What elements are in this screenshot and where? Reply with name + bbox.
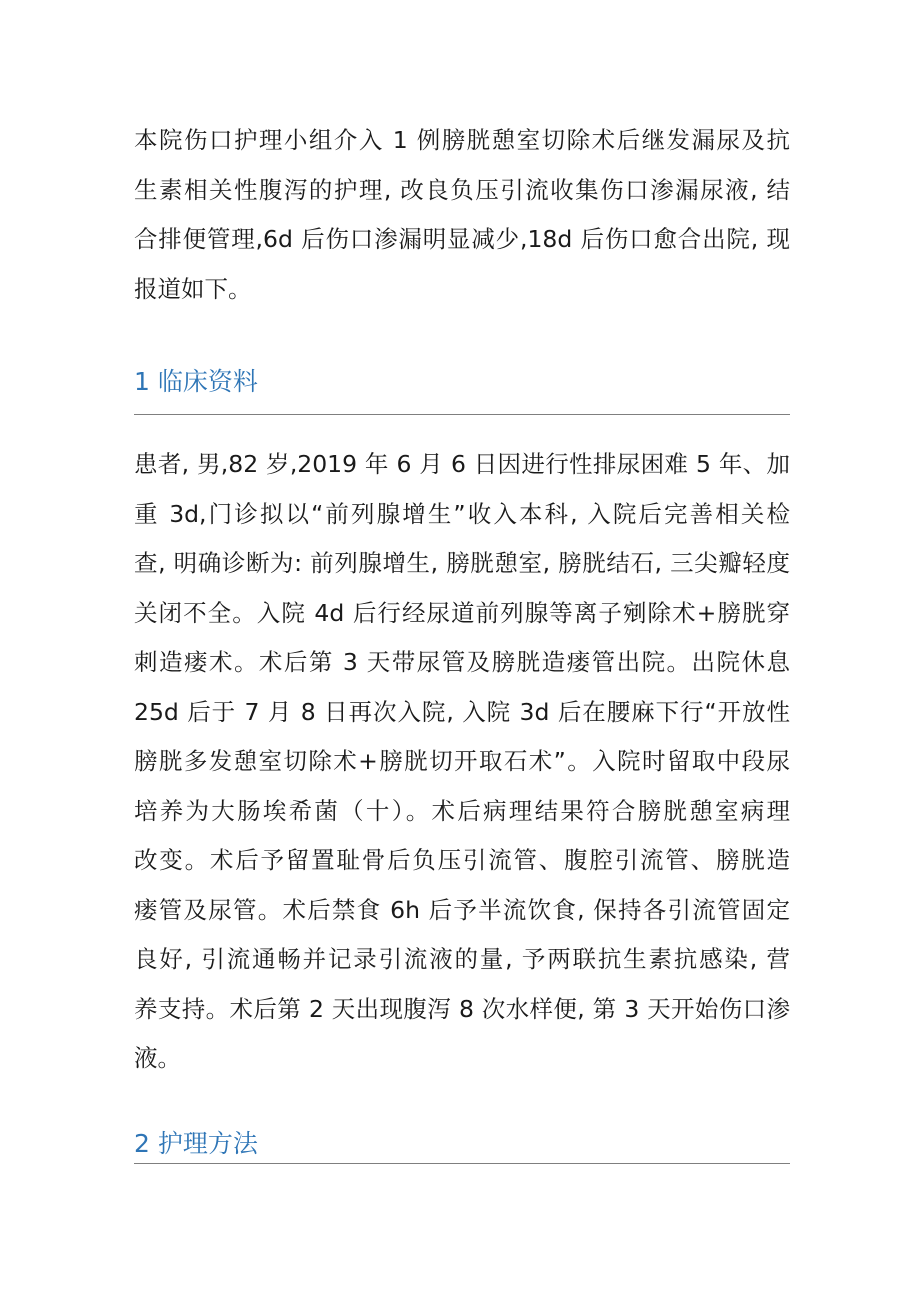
intro-line: 合排便管理,6d 后伤口渗漏明显减少,18d 后伤口愈合出院, 现 — [134, 225, 790, 253]
clinical-line: 查, 明确诊断为: 前列腺增生, 膀胱憩室, 膀胱结石, 三尖瓣轻度 — [134, 549, 790, 577]
intro-line: 本院伤口护理小组介入 1 例膀胱憩室切除术后继发漏尿及抗 — [134, 126, 790, 154]
clinical-line: 养支持。术后第 2 天出现腹泻 8 次水样便, 第 3 天开始伤口渗 — [134, 994, 790, 1023]
clinical-line: 良好, 引流通畅并记录引流液的量, 予两联抗生素抗感染, 营 — [134, 945, 790, 973]
section-divider — [134, 414, 790, 415]
section-heading-nursing-methods: 2 护理方法 — [134, 1129, 258, 1158]
clinical-line: 25d 后于 7 月 8 日再次入院, 入院 3d 后在腰麻下行“开放性 — [134, 697, 790, 726]
clinical-line: 瘘管及尿管。术后禁食 6h 后予半流饮食, 保持各引流管固定 — [134, 895, 790, 924]
clinical-line: 患者, 男,82 岁,2019 年 6 月 6 日因进行性排尿困难 5 年、加 — [134, 450, 790, 478]
intro-paragraph — [134, 116, 790, 314]
clinical-line: 膀胱多发憩室切除术+膀胱切开取石术”。入院时留取中段尿 — [134, 747, 790, 775]
clinical-line: 液。 — [134, 1044, 181, 1072]
clinical-line: 培养为大肠埃希菌（十）。术后病理结果符合膀胱憩室病理 — [134, 796, 790, 825]
intro-line: 生素相关性腹泻的护理, 改良负压引流收集伤口渗漏尿液, 结 — [134, 175, 790, 204]
clinical-line: 关闭不全。入院 4d 后行经尿道前列腺等离子剜除术+膀胱穿 — [134, 598, 790, 627]
clinical-line: 重 3d,门诊拟以“前列腺增生”收入本科, 入院后完善相关检 — [134, 499, 790, 528]
intro-line: 报道如下。 — [134, 274, 252, 303]
clinical-line: 刺造瘘术。术后第 3 天带尿管及膀胱造瘘管出院。出院休息 — [134, 648, 790, 676]
section-divider — [134, 1163, 790, 1164]
clinical-data-paragraph — [134, 440, 790, 1084]
section-heading-clinical-data: 1 临床资料 — [134, 367, 258, 396]
clinical-line: 改变。术后予留置耻骨后负压引流管、腹腔引流管、膀胱造 — [134, 846, 790, 874]
